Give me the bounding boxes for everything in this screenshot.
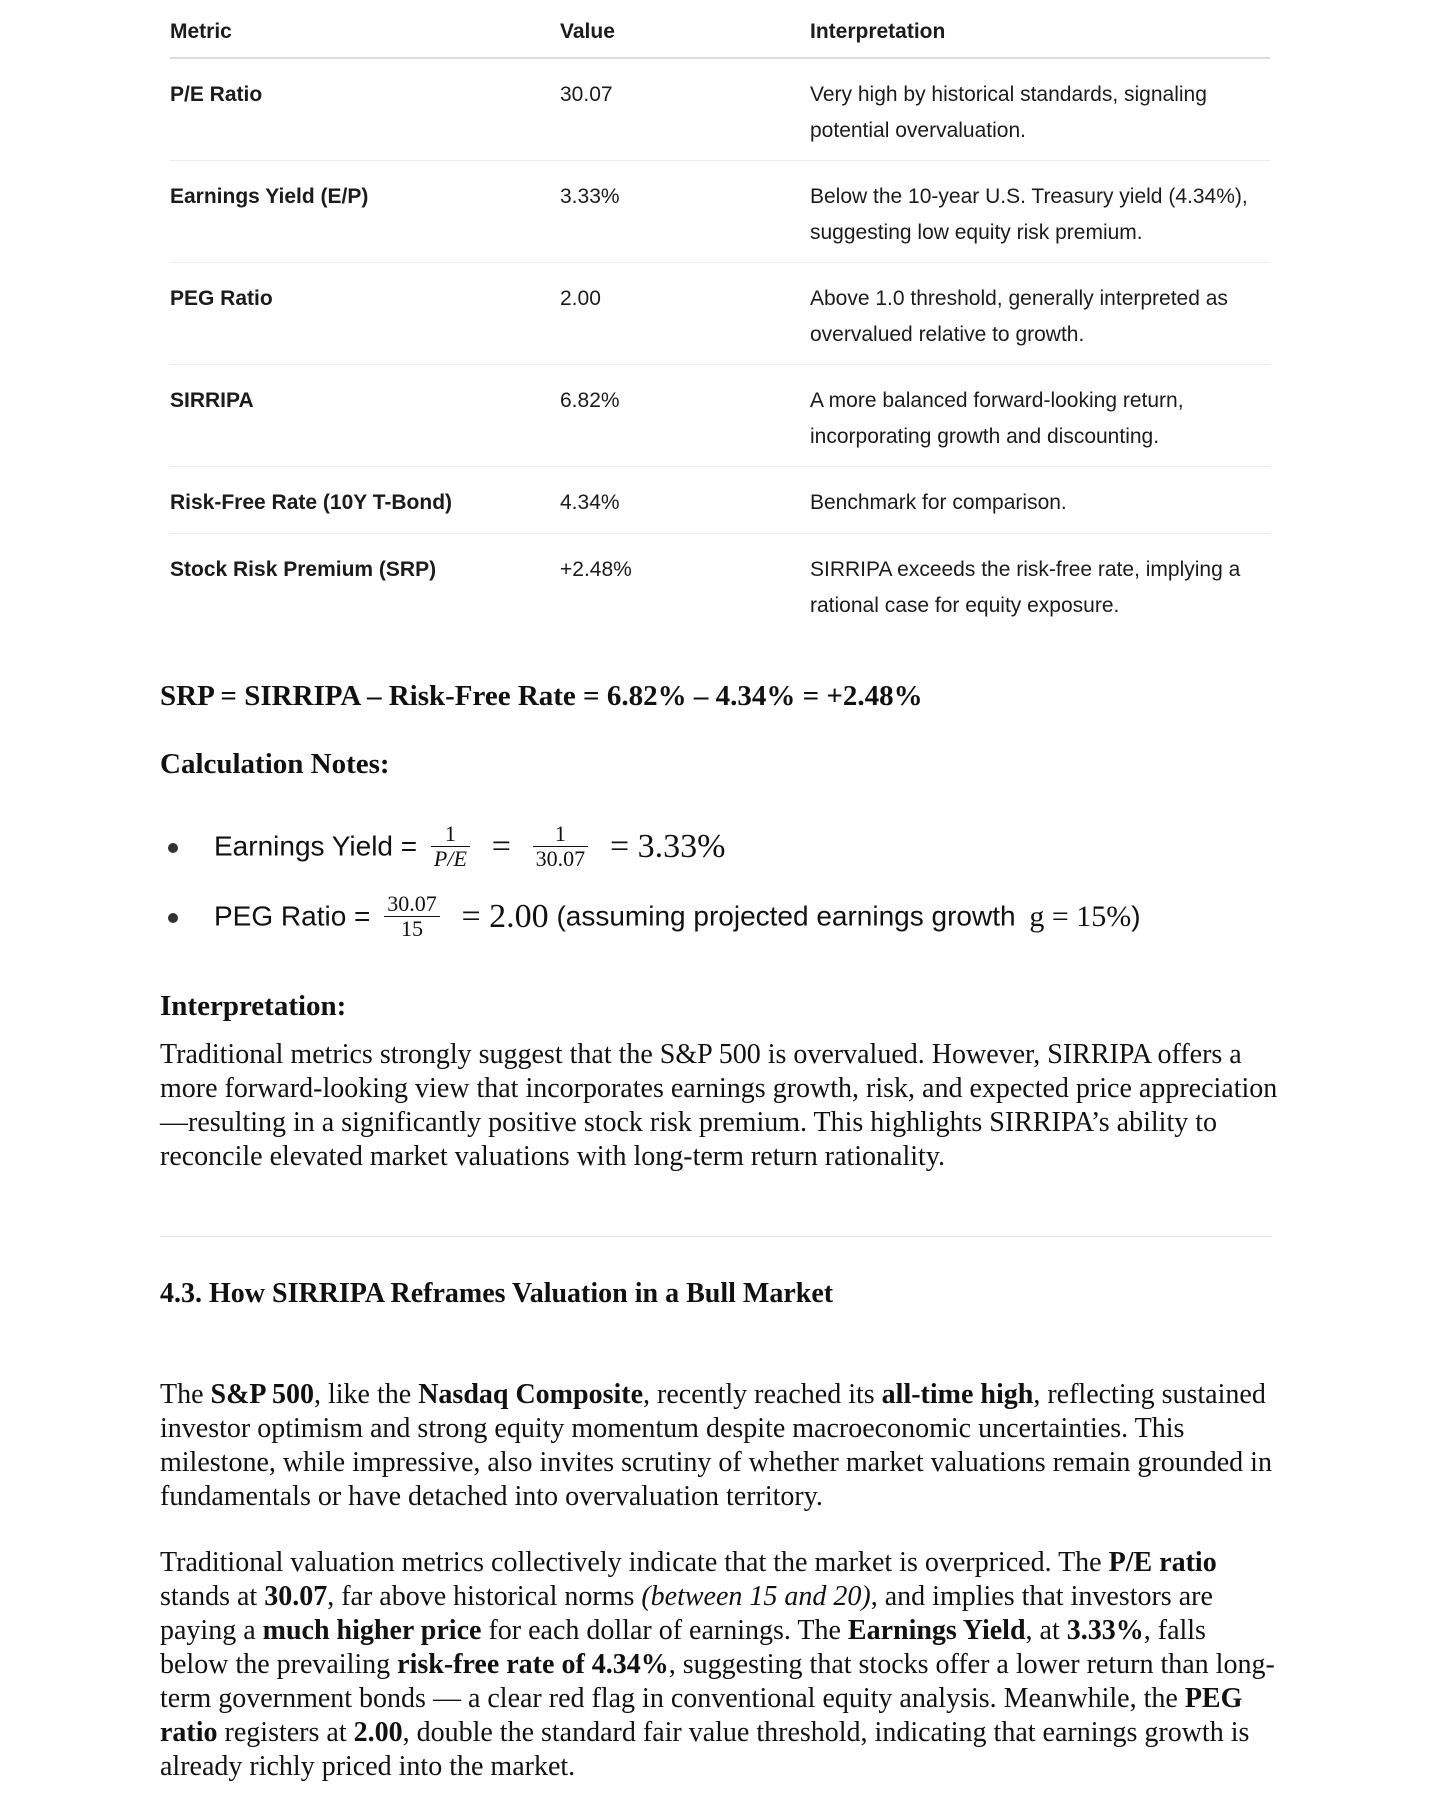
table-row xyxy=(170,365,1270,467)
ey-equals: = xyxy=(491,827,511,865)
header-value: Value xyxy=(560,20,615,43)
value-cell: 3.33% xyxy=(560,185,620,208)
interpretation-cell: SIRRIPA exceeds the risk-free rate, implying a rational case for equity exposure. xyxy=(810,558,1241,617)
metric-cell: Stock Risk Premium (SRP) xyxy=(170,558,437,581)
table-row xyxy=(170,263,1270,365)
calculation-notes-heading: Calculation Notes: xyxy=(160,748,390,780)
metric-cell: Risk-Free Rate (10Y T-Bond) xyxy=(170,491,453,514)
ey-fraction-1: $\frac{1}{P/E}$ xyxy=(431,822,470,871)
header-metric: Metric xyxy=(170,20,232,43)
bullet-icon xyxy=(168,913,178,923)
metric-cell: Earnings Yield (E/P) xyxy=(170,185,369,208)
header-interpretation: Interpretation xyxy=(810,20,946,43)
metric-cell: SIRRIPA xyxy=(170,389,254,412)
value-cell: 6.82% xyxy=(560,389,620,412)
earnings-yield-equation xyxy=(214,822,733,871)
table-row xyxy=(170,467,1270,534)
section-paragraph-2: Traditional valuation metrics collectively indicate that the market is overpriced. The P/E ratio stands at 30.07, far above historical norms (between 15 and 20), and implies that investors are paying a much higher price for each dollar of earnings. The Earnings Yield, at 3.33%, falls below the prevailing risk-free rate of 4.34%, suggesting that stocks offer a lower return than long-term government bonds — a clear red flag in conventional equity analysis. Meanwhile, the PEG ratio registers at 2.00, double the standard fair value threshold, indicating that earnings growth is already richly priced into the market. xyxy=(160,1547,1275,1782)
peg-label: PEG Ratio = xyxy=(214,900,371,932)
interpretation-cell: A more balanced forward-looking return, incorporating growth and discounting. xyxy=(810,389,1184,448)
value-cell: +2.48% xyxy=(560,558,632,581)
section-paragraph-1: The S&P 500, like the Nasdaq Composite, recently reached its all-time high, reflecting sustained investor optimism and strong equity momentum despite macroeconomic uncertainties. This milestone, while impressive, also invites scrutiny of whether market valuations remain grounded in fundamentals or have detached into overvaluation territory. xyxy=(160,1379,1272,1512)
interpretation-cell: Very high by historical standards, signaling potential overvaluation. xyxy=(810,83,1207,142)
table-row xyxy=(170,534,1270,635)
ey-fraction-2: $\frac{1}{30.07}$ xyxy=(533,822,589,871)
metric-cell: PEG Ratio xyxy=(170,287,273,310)
table-row xyxy=(170,161,1270,263)
metric-cell: P/E Ratio xyxy=(170,83,263,106)
interpretation-cell: Benchmark for comparison. xyxy=(810,491,1067,514)
peg-growth: g = 15% xyxy=(1029,899,1132,933)
section-divider xyxy=(160,1236,1272,1237)
bullet-icon xyxy=(168,843,178,853)
srp-formula: SRP = SIRRIPA – Risk-Free Rate = 6.82% – 4.34% = +2.48% xyxy=(160,680,923,712)
peg-close: ) xyxy=(1131,900,1141,932)
table-header-row xyxy=(170,0,1270,59)
interpretation-cell: Below the 10-year U.S. Treasury yield (4.34%), suggesting low equity risk premium. xyxy=(810,185,1248,244)
section-heading: 4.3. How SIRRIPA Reframes Valuation in a Bull Market xyxy=(160,1278,834,1309)
interpretation-paragraph: Traditional metrics strongly suggest that the S&P 500 is overvalued. However, SIRRIPA offers a more forward-looking view that incorporates earnings growth, risk, and expected price appreciation—resulting in a significantly positive stock risk premium. This highlights SIRRIPA’s ability to reconcile elevated market valuations with long-term return rationality. xyxy=(160,1039,1278,1172)
peg-ratio-equation xyxy=(214,892,1141,941)
interpretation-heading: Interpretation: xyxy=(160,990,347,1022)
value-cell: 2.00 xyxy=(560,287,601,310)
interpretation-cell: Above 1.0 threshold, generally interpreted as overvalued relative to growth. xyxy=(810,287,1228,346)
table-row xyxy=(170,59,1270,161)
value-cell: 4.34% xyxy=(560,491,620,514)
ey-label: Earnings Yield = xyxy=(214,830,418,862)
peg-note: (assuming projected earnings growth xyxy=(556,900,1016,932)
ey-result: = 3.33% xyxy=(609,827,726,865)
peg-result: = 2.00 xyxy=(461,897,549,935)
peg-fraction: $\frac{30.07}{15}$ xyxy=(384,892,440,941)
value-cell: 30.07 xyxy=(560,83,613,106)
metrics-table xyxy=(170,0,1270,635)
